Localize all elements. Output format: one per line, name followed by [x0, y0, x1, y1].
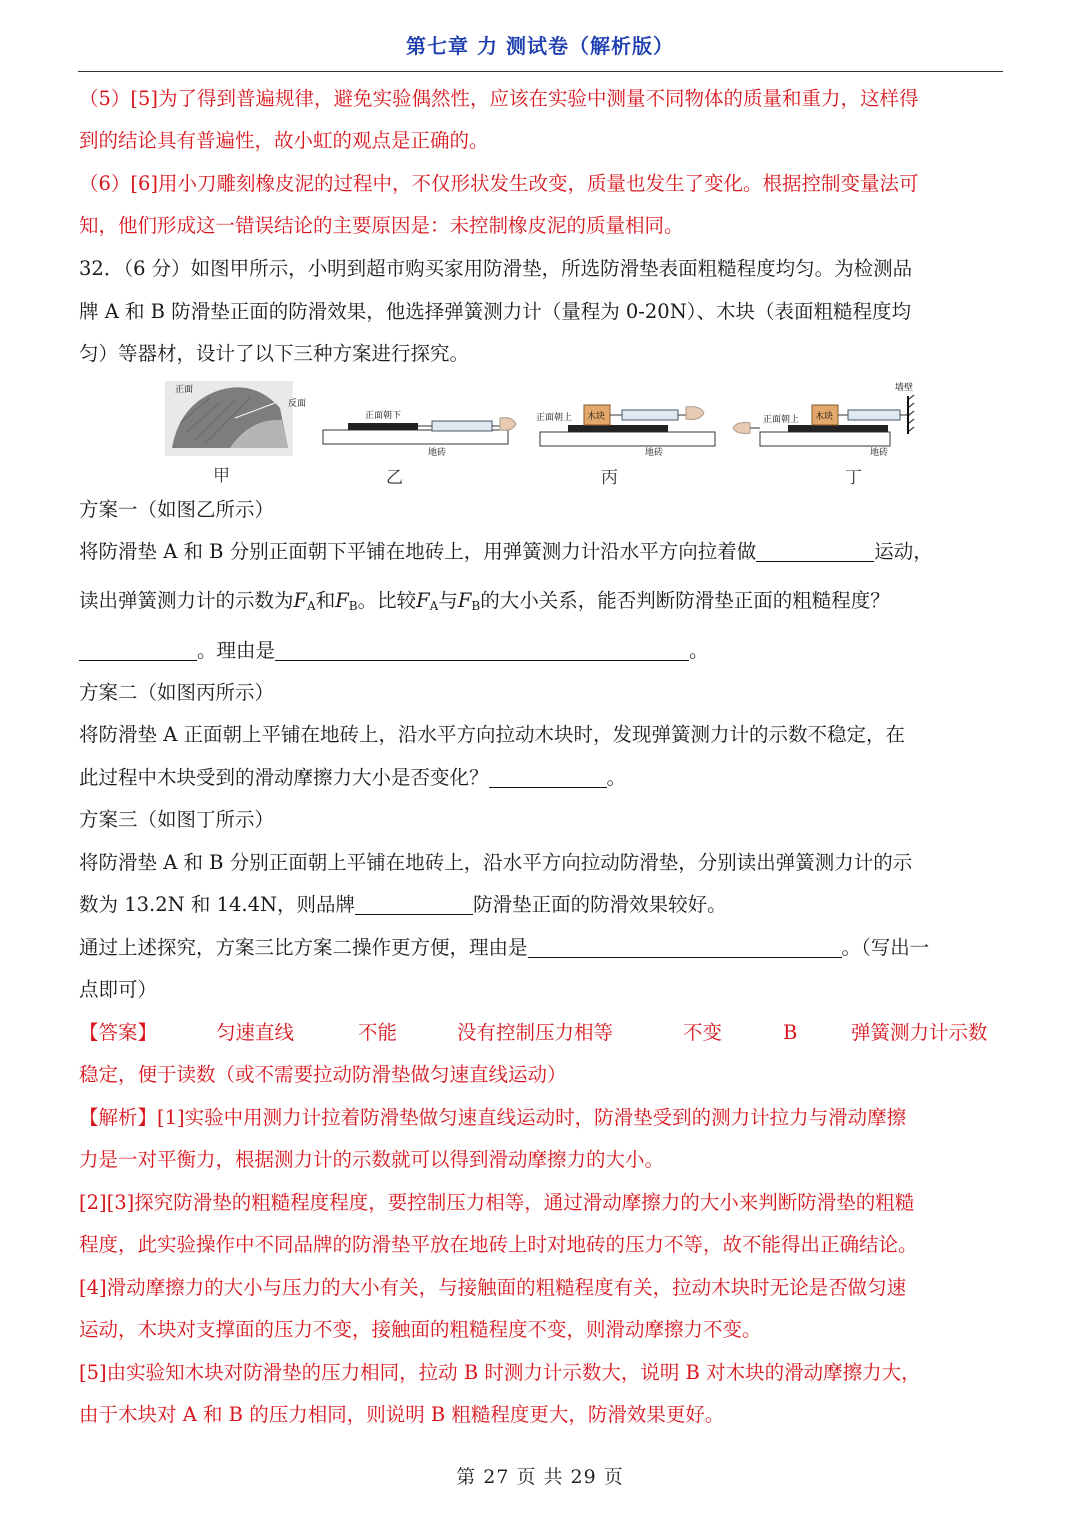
plan1-line3	[79, 638, 709, 664]
plan3-line3-text: 通过上述探究，方案三比方案二操作更方便，理由是	[79, 936, 528, 959]
figure-bing-floor-label: 地砖	[645, 448, 664, 458]
analysis-line4: 程度，此实验操作中不同品牌的防滑垫平放在地砖上时对地砖的压力不等，故不能得出正确结论。	[79, 1233, 918, 1256]
plan3-line4: 点即可）	[79, 978, 158, 1001]
analysis-line1: 【解析】[1]实验中用测力计拉着防滑垫做匀速直线运动时，防滑垫受到的测力计拉力与滑动摩擦	[79, 1106, 907, 1129]
answer-item-3: 没有控制压力相等	[457, 1021, 614, 1044]
plan1-line2-text: 读出弹簧测力计的示数为	[79, 589, 294, 612]
plan1-line1	[79, 539, 933, 565]
plan3-line1: 将防滑垫 A 和 B 分别正面朝上平铺在地砖上，沿水平方向拉动防滑垫，分别读出弹簧测力计的示	[79, 851, 913, 874]
answer-item-2: 不能	[358, 1021, 398, 1044]
symbol-f: F	[416, 589, 430, 612]
plan3-line3	[79, 935, 929, 961]
answer-item-1: 匀速直线	[216, 1021, 295, 1044]
subscript-a: A	[429, 599, 439, 613]
answer-6-line2: 知，他们形成这一错误结论的主要原因是：未控制橡皮泥的质量相同。	[79, 214, 684, 237]
plan2-line1: 将防滑垫 A 正面朝上平铺在地砖上，沿水平方向拉动木块时，发现弹簧测力计的示数不稳定，在	[79, 723, 905, 746]
plan3-line2	[79, 892, 727, 918]
analysis-line7: [5]由实验知木块对防滑垫的压力相同，拉动 B 时测力计示数大，说明 B 对木块的滑动摩擦力大，	[79, 1361, 921, 1384]
subscript-b: B	[471, 599, 481, 613]
answer-5-line2: 到的结论具有普遍性，故小虹的观点是正确的。	[79, 129, 489, 152]
plan3-line2-end: 防滑垫正面的防滑效果较好。	[473, 893, 727, 916]
plan2-line2	[79, 765, 626, 791]
analysis-line5: [4]滑动摩擦力的大小与压力的大小有关，与接触面的粗糙程度有关，拉动木块时无论是否做匀速	[79, 1276, 907, 1299]
plan3-line3-end: 。（写出一	[841, 936, 930, 959]
figure-jia-front-label: 正面	[175, 385, 194, 395]
figure-label-jia: 甲	[213, 466, 230, 486]
answer-item-6: 弹簧测力计示数	[851, 1021, 988, 1044]
plan2-line2-end: 。	[606, 766, 627, 789]
blank-3[interactable]	[275, 640, 689, 661]
analysis-line2: 力是一对平衡力，根据测力计的示数就可以得到滑动摩擦力的大小。	[79, 1148, 665, 1171]
question-32-line1: 32．（6 分）如图甲所示，小明到超市购买家用防滑垫，所选防滑垫表面粗糙程度均匀。为检测品	[79, 257, 913, 280]
plan1-line3-end: 。	[689, 639, 709, 662]
plan1-compare: 。比较	[357, 589, 417, 612]
answer-item-4: 不变	[683, 1021, 723, 1044]
figure-yi-face-label: 正面朝下	[365, 411, 402, 421]
analysis-line8: 由于木块对 A 和 B 的压力相同，则说明 B 粗糙程度更大，防滑效果更好。	[79, 1403, 725, 1426]
figure-yi-setup	[323, 409, 516, 458]
figure-jia-mat-photo	[165, 381, 306, 456]
subscript-b: B	[348, 599, 358, 613]
figure-label-ding: 丁	[845, 468, 862, 488]
analysis-line6: 运动，木块对支撑面的压力不变，接触面的粗糙程度不变，则滑动摩擦力不变。	[79, 1318, 762, 1341]
plan3-line2-text: 数为 13.2N 和 14.4N，则品牌	[79, 893, 356, 916]
answer-label: 【答案】	[79, 1021, 158, 1044]
question-32-line3: 匀）等器材，设计了以下三种方案进行探究。	[79, 342, 470, 365]
blank-1[interactable]	[756, 541, 874, 562]
question-32-line2: 牌 A 和 B 防滑垫正面的防滑效果，他选择弹簧测力计（量程为 0-20N）、木块（表面粗糙程度均	[79, 300, 912, 323]
figure-bing-setup	[536, 405, 715, 458]
plan2-line2-text: 此过程中木块受到的滑动摩擦力大小是否变化？	[79, 766, 489, 789]
figure-ding-block-label: 木块	[815, 412, 834, 422]
figure-label-yi: 乙	[386, 468, 403, 488]
figure-label-bing: 丙	[601, 468, 618, 488]
plan1-question: 的大小关系，能否判断防滑垫正面的粗糙程度？	[480, 589, 890, 612]
figure-bing-face-label: 正面朝上	[536, 413, 573, 423]
header-divider	[78, 71, 1003, 72]
page-header-title: 第七章 力 测试卷（解析版）	[406, 34, 674, 58]
symbol-f: F	[293, 589, 308, 612]
plan1-line1-end: 运动，	[874, 540, 933, 563]
symbol-f: F	[457, 589, 472, 612]
plan1-line1-text: 将防滑垫 A 和 B 分别正面朝下平铺在地砖上，用弹簧测力计沿水平方向拉着做	[79, 540, 757, 563]
figure-bing-block-label: 木块	[587, 412, 606, 422]
experiment-figure	[160, 378, 930, 460]
page-footer: 第 27 页 共 29 页	[456, 1466, 624, 1488]
plan3-title: 方案三（如图丁所示）	[79, 808, 275, 831]
plan1-and: 和	[315, 589, 336, 612]
answer-5-line1: （5）[5]为了得到普遍规律，避免实验偶然性，应该在实验中测量不同物体的质量和重力，这样得	[79, 87, 919, 110]
analysis-line3: [2][3]探究防滑垫的粗糙程度程度，要控制压力相等，通过滑动摩擦力的大小来判断防滑垫的粗糙	[79, 1191, 915, 1214]
figure-jia-back-label: 反面	[288, 399, 307, 409]
plan2-title: 方案二（如图丙所示）	[79, 681, 275, 704]
figure-ding-wall-label: 墙壁	[895, 383, 914, 393]
plan1-reason-label: 。理由是	[197, 639, 276, 662]
plan1-line2	[79, 588, 890, 619]
figure-ding-setup	[733, 381, 914, 458]
blank-6[interactable]	[528, 937, 842, 958]
symbol-f: F	[335, 589, 349, 612]
blank-5[interactable]	[355, 894, 473, 915]
plan1-with: 与	[438, 589, 458, 612]
answer-line2: 稳定，便于读数（或不需要拉动防滑垫做匀速直线运动）	[79, 1063, 567, 1086]
answer-row	[79, 1020, 1004, 1046]
plan1-title: 方案一（如图乙所示）	[79, 498, 275, 521]
answer-item-5: B	[783, 1021, 798, 1044]
blank-4[interactable]	[489, 767, 607, 788]
figure-ding-face-label: 正面朝上	[763, 415, 800, 425]
figure-yi-floor-label: 地砖	[428, 448, 447, 458]
subscript-a: A	[307, 599, 316, 613]
blank-2[interactable]	[79, 640, 197, 661]
answer-6-line1: （6）[6]用小刀雕刻橡皮泥的过程中，不仅形状发生改变，质量也发生了变化。根据控制变量法可	[79, 172, 919, 195]
figure-ding-floor-label: 地砖	[870, 448, 889, 458]
